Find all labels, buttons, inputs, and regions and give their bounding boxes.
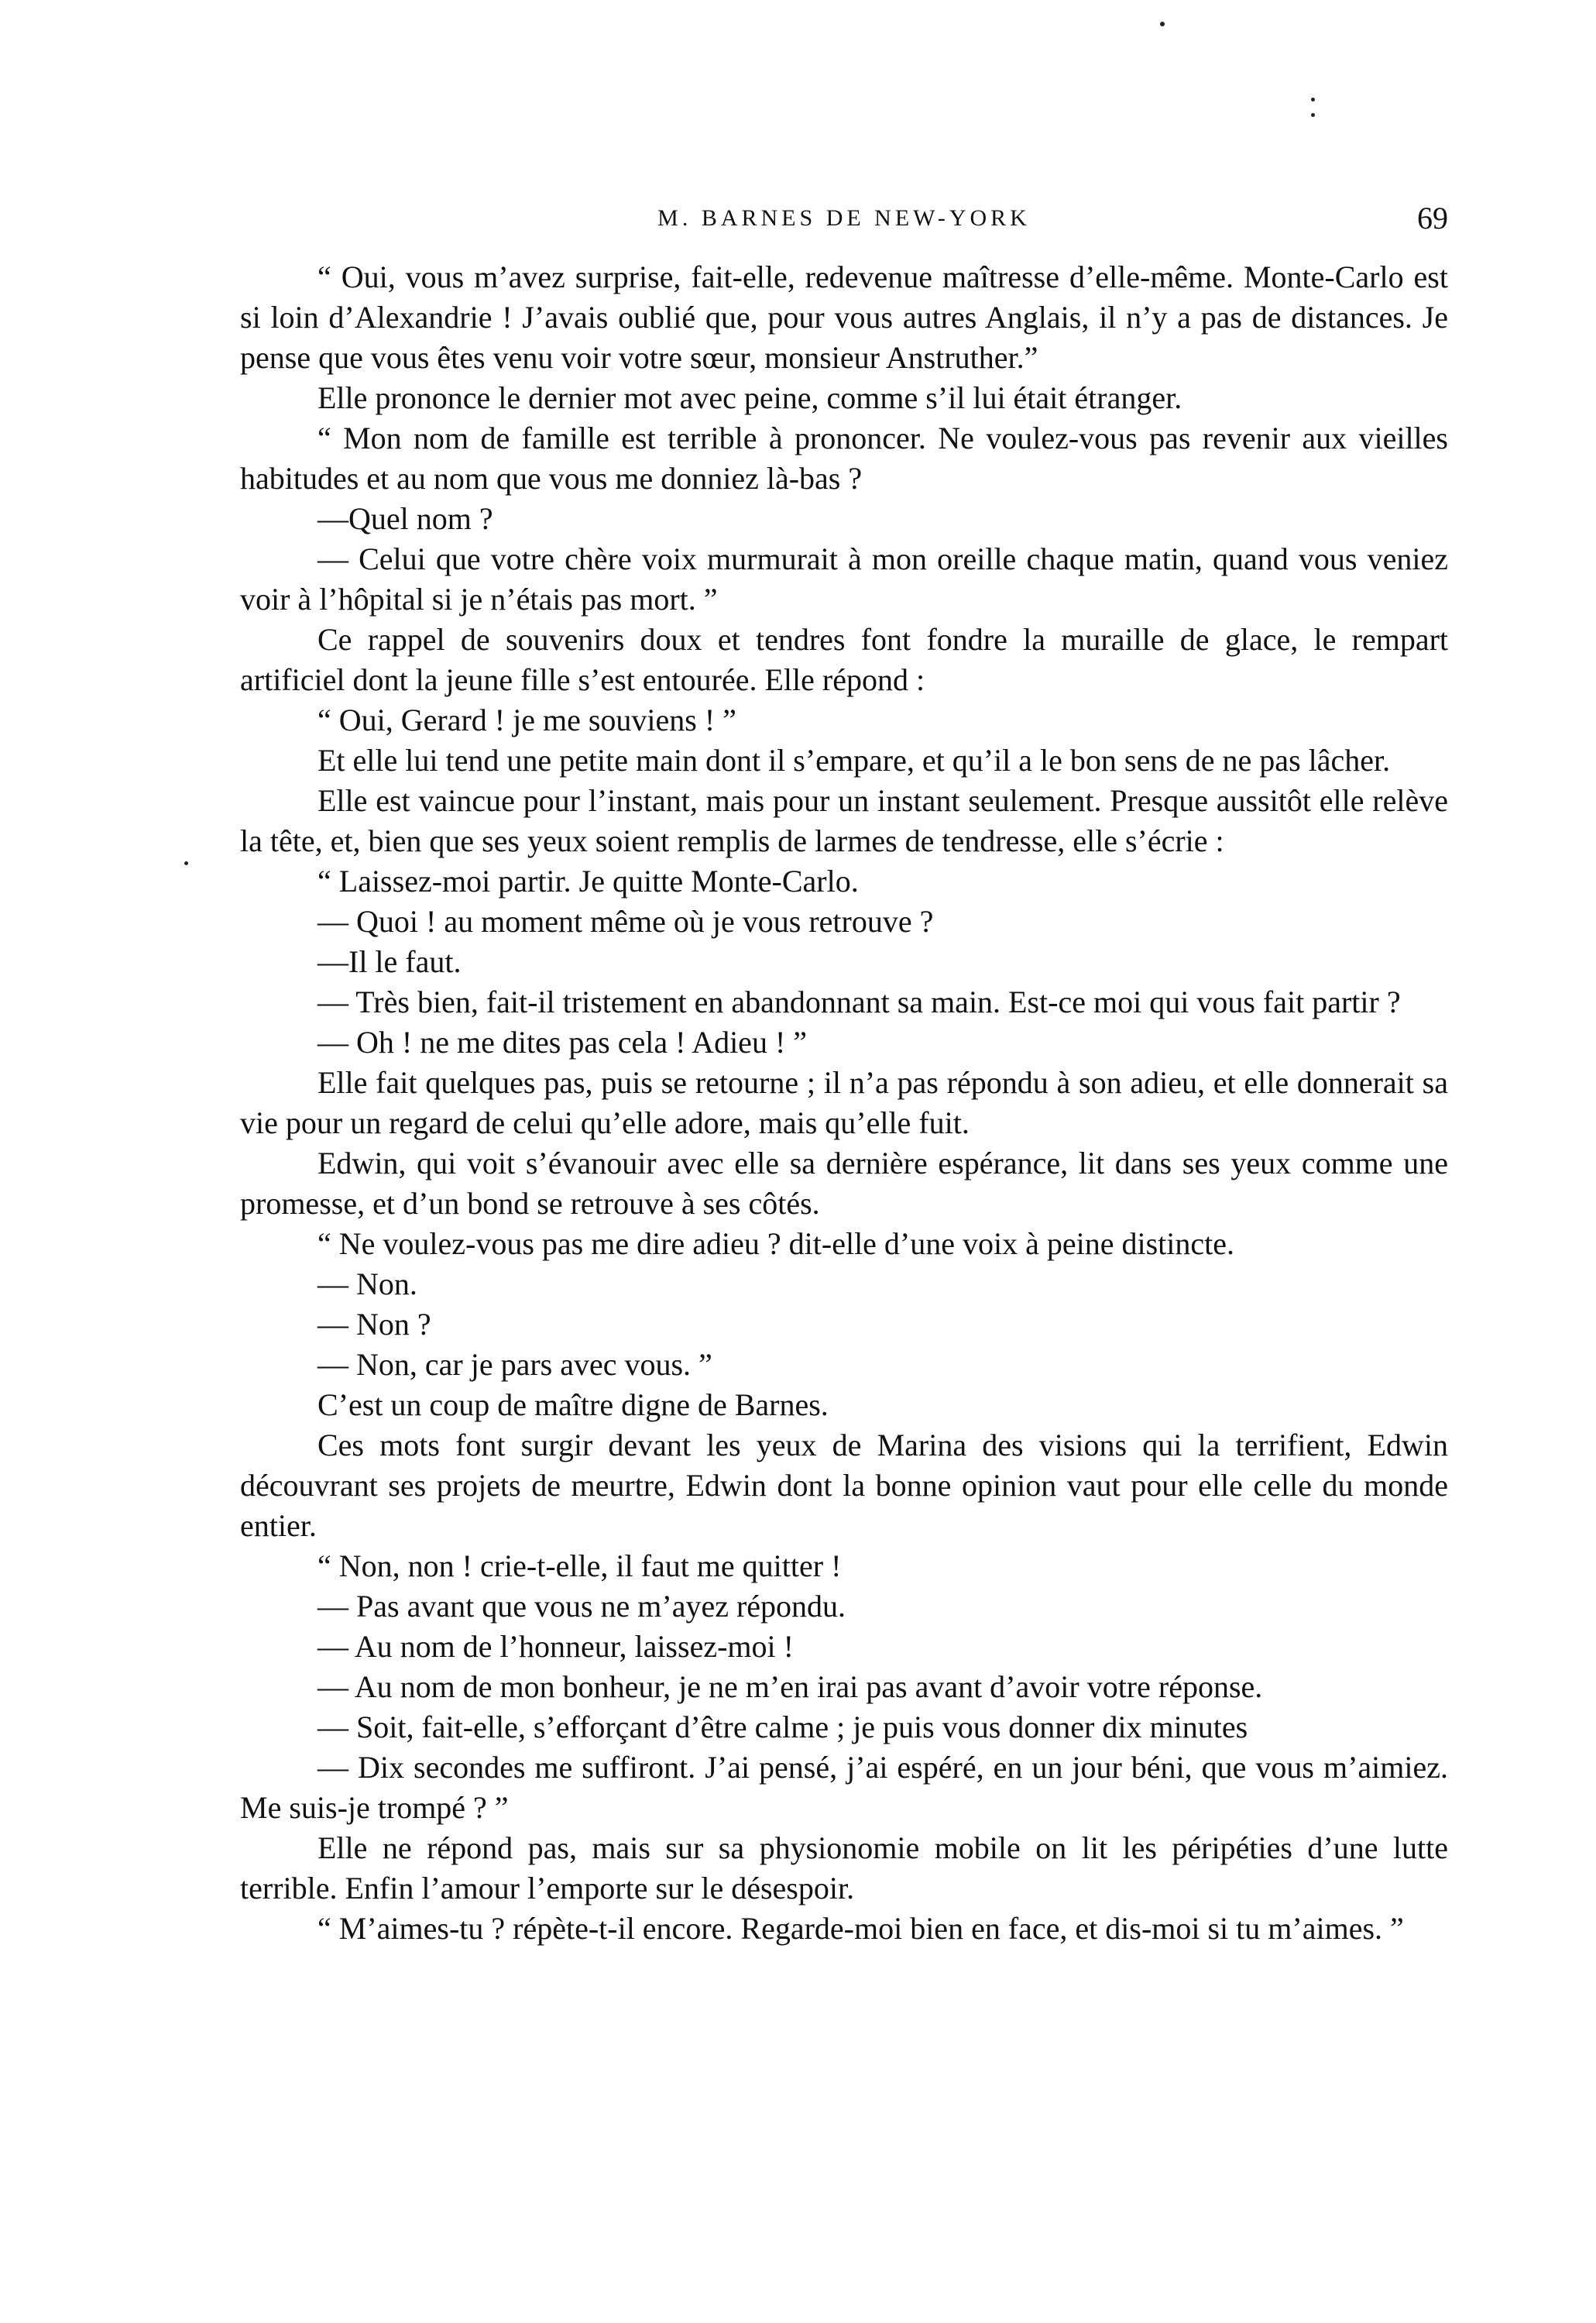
paragraph: — Au nom de mon bonheur, je ne m’en irai pas avant d’avoir votre réponse. bbox=[317, 1669, 1263, 1704]
paragraph: — Quoi ! au moment même où je vous retrouve ? bbox=[317, 904, 934, 939]
paragraph: — Non ? bbox=[317, 1307, 431, 1342]
paragraph: — Dix secondes me suffiront. J’ai pensé, j’ai espéré, en un jour béni, que vous m’aimiez. Me suis-je trompé ? ” bbox=[240, 1750, 1448, 1825]
paragraph: — Pas avant que vous ne m’ayez répondu. bbox=[317, 1589, 846, 1624]
paragraph: — Non, car je pars avec vous. ” bbox=[317, 1347, 712, 1382]
paragraph: “ Non, non ! crie-t-elle, il faut me quitter ! bbox=[317, 1548, 842, 1583]
paragraph: —Il le faut. bbox=[317, 944, 462, 979]
paragraph: Elle prononce le dernier mot avec peine, comme s’il lui était étranger. bbox=[317, 380, 1182, 415]
running-title: M. BARNES DE NEW-YORK bbox=[657, 205, 1031, 231]
paragraph: —Quel nom ? bbox=[317, 501, 493, 536]
page-header bbox=[240, 195, 1448, 242]
paragraph: “ Oui, vous m’avez surprise, fait-elle, redevenue maîtresse d’elle-même. Monte-Carlo est si loin d’Alexandrie ! J’avais oublié que, pour vous autres Anglais, il n’y a pas de distances. Je pense que vous êtes venu voir votre sœur, monsieur Anstruther.” bbox=[240, 259, 1448, 375]
paragraph: Et elle lui tend une petite main dont il s’empare, et qu’il a le bon sens de ne pas lâcher. bbox=[317, 743, 1391, 778]
ink-speck bbox=[184, 861, 188, 865]
paragraph: “ Oui, Gerard ! je me souviens ! ” bbox=[317, 703, 736, 737]
paragraph: Ces mots font surgir devant les yeux de Marina des visions qui la terrifient, Edwin découvrant ses projets de meurtre, Edwin dont la bonne opinion vaut pour elle celle du monde entier. bbox=[240, 1428, 1448, 1543]
paragraph: Elle ne répond pas, mais sur sa physionomie mobile on lit les péripéties d’une lutte terrible. Enfin l’amour l’emporte sur le désespoir. bbox=[240, 1830, 1448, 1905]
paragraph: — Celui que votre chère voix murmurait à mon oreille chaque matin, quand vous veniez voir à l’hôpital si je n’étais pas mort. ” bbox=[240, 541, 1448, 617]
paragraph: Edwin, qui voit s’évanouir avec elle sa dernière espérance, lit dans ses yeux comme une promesse, et d’un bond se retrouve à ses côtés. bbox=[240, 1146, 1448, 1221]
paragraph: — Oh ! ne me dites pas cela ! Adieu ! ” bbox=[317, 1025, 808, 1060]
ink-speck bbox=[1311, 113, 1315, 117]
paragraph: Elle fait quelques pas, puis se retourne ; il n’a pas répondu à son adieu, et elle donnerait sa vie pour un regard de celui qu’elle adore, mais qu’elle fuit. bbox=[240, 1065, 1448, 1140]
paragraph: “ Ne voulez-vous pas me dire adieu ? dit-elle d’une voix à peine distincte. bbox=[317, 1226, 1235, 1261]
paragraph: — Soit, fait-elle, s’efforçant d’être calme ; je puis vous donner dix minutes bbox=[317, 1710, 1248, 1744]
ink-speck bbox=[1311, 98, 1315, 101]
page-number: 69 bbox=[1417, 201, 1448, 235]
paragraph: — Très bien, fait-il tristement en abandonnant sa main. Est-ce moi qui vous fait partir ? bbox=[317, 985, 1401, 1019]
paragraph: Elle est vaincue pour l’instant, mais pour un instant seulement. Presque aussitôt elle relève la tête, et, bien que ses yeux soient remplis de larmes de tendresse, elle s’écrie : bbox=[240, 783, 1448, 858]
paragraph: C’est un coup de maître digne de Barnes. bbox=[317, 1387, 829, 1422]
paragraph: Ce rappel de souvenirs doux et tendres font fondre la muraille de glace, le rempart artificiel dont la jeune fille s’est entourée. Elle répond : bbox=[240, 622, 1448, 697]
ink-speck bbox=[1160, 22, 1165, 26]
paragraph: “ M’aimes-tu ? répète-t-il encore. Regarde-moi bien en face, et dis-moi si tu m’aimes. ” bbox=[317, 1911, 1404, 1946]
paragraph: — Au nom de l’honneur, laissez-moi ! bbox=[317, 1629, 794, 1664]
paragraph: “ Mon nom de famille est terrible à prononcer. Ne voulez-vous pas revenir aux vieilles habitudes et au nom que vous me donniez là-bas ? bbox=[240, 421, 1448, 496]
paragraph: “ Laissez-moi partir. Je quitte Monte-Carlo. bbox=[317, 864, 859, 899]
paragraph: — Non. bbox=[317, 1266, 417, 1301]
body-text bbox=[240, 257, 1448, 1949]
